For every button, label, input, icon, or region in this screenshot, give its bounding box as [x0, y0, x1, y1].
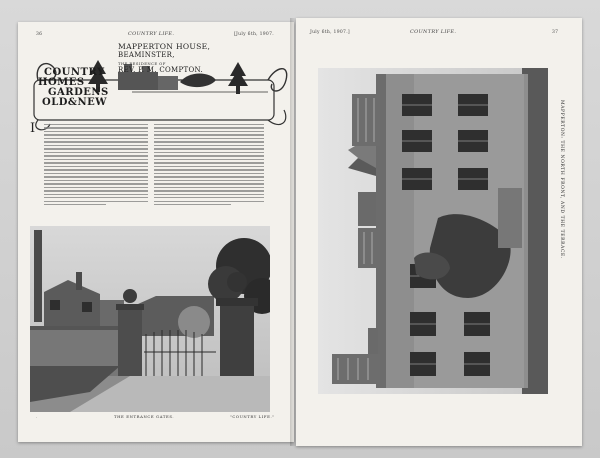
residence-note: THE RESIDENCE OF — [118, 61, 166, 66]
left-date: [July 6th, 1907. — [234, 32, 274, 37]
article-title: MAPPERTON HOUSE, — [118, 42, 211, 51]
left-folio: 36 — [36, 32, 43, 37]
left-photo-initials: . — [36, 414, 38, 419]
article-subtitle: BEAMINSTER, — [118, 51, 175, 59]
masthead-line-1: COUNTRY — [44, 67, 105, 78]
left-photo-caption: THE ENTRANCE GATES. — [114, 414, 175, 419]
masthead-line-4: OLD&NEW — [42, 97, 107, 108]
north-front-photo — [318, 68, 548, 394]
right-folio: 37 — [552, 30, 559, 35]
body-text-column-2 — [154, 124, 264, 208]
body-text-column-1 — [44, 124, 148, 208]
drop-cap: I — [30, 121, 36, 136]
right-photo-side-caption — [556, 100, 564, 370]
right-running-title: COUNTRY LIFE. — [410, 29, 457, 35]
masthead-line-3: GARDENS — [48, 87, 109, 98]
right-photo-caption-text: MAPPERTON: THE NORTH FRONT, AND THE TERRACE. — [559, 100, 564, 259]
right-date: July 6th, 1907.] — [310, 30, 350, 35]
series-masthead — [36, 68, 136, 108]
left-running-title: COUNTRY LIFE. — [128, 31, 175, 37]
masthead-line-2: HOMES — [38, 77, 85, 88]
entrance-gates-image — [30, 226, 270, 412]
left-photo-credit: "COUNTRY LIFE." — [230, 414, 275, 419]
north-front-image — [318, 68, 548, 394]
entrance-gates-photo — [30, 226, 270, 412]
article-owner: REV. P. M. COMPTON. — [118, 66, 204, 74]
